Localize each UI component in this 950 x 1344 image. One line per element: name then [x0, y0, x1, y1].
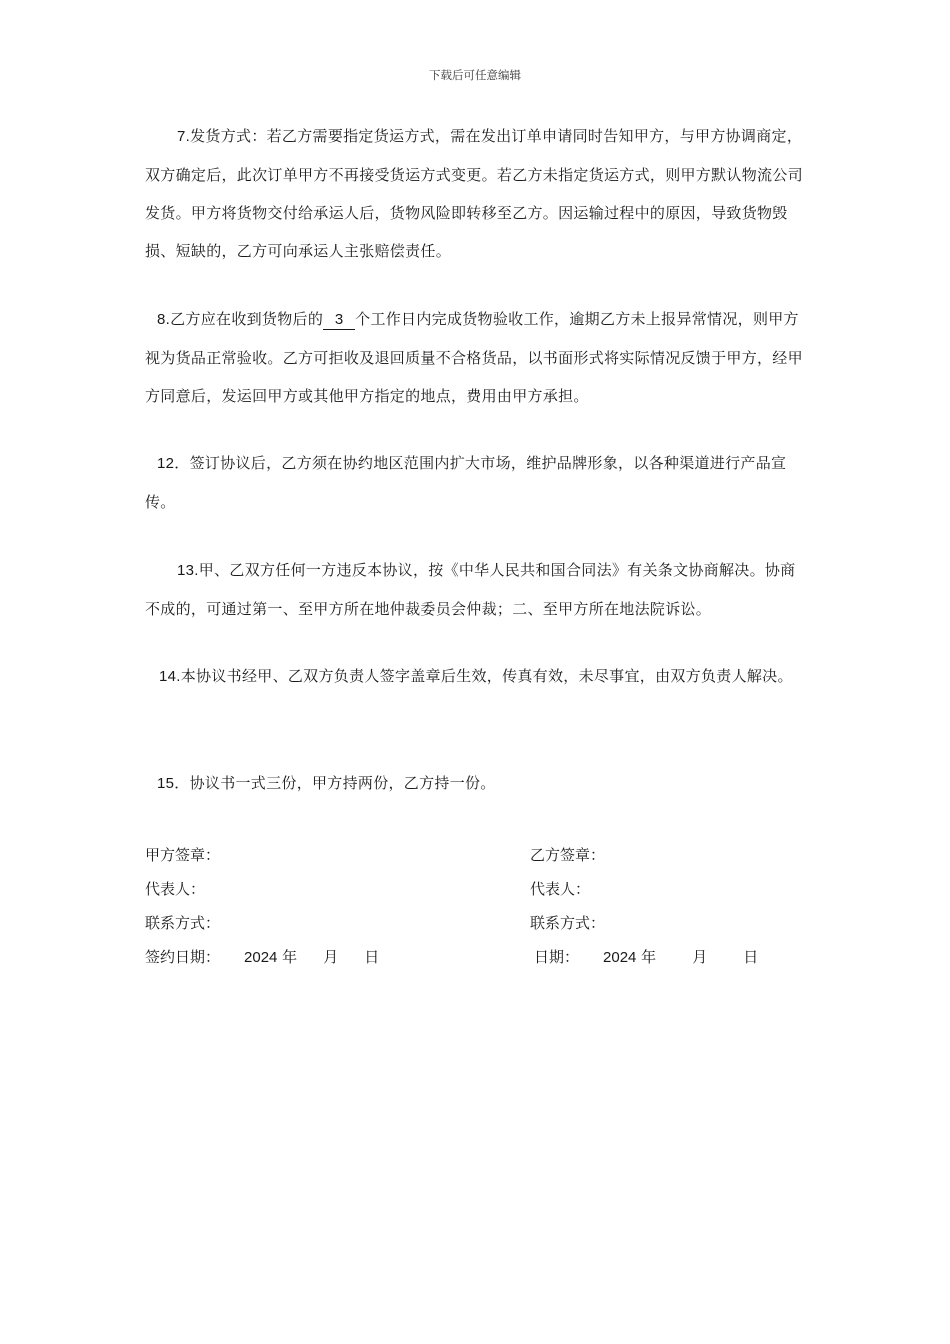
party-a-date-year-char: 年: [282, 948, 298, 966]
party-a-seal-label: 甲方签章：: [145, 846, 221, 864]
party-b-date-month-char: 月: [692, 948, 708, 966]
signature-date-row: [145, 940, 810, 974]
clause-8-days-field: 3: [323, 311, 355, 330]
clause-8: [145, 300, 810, 415]
clause-7-text: 发货方式：若乙方需要指定货运方式，需在发出订单申请同时告知甲方，与甲方协调商定，双方确定后，此次订单甲方不再接受货运方式变更。若乙方未指定货运方式，则甲方默认物流公司发货。甲方将货物交付给承运人后，货物风险即转移至乙方。因运输过程中的原因，导致货物毁损、短缺的，乙方可向承运人主张赔偿责任。: [145, 127, 803, 260]
page-header-note: 下载后可任意编辑: [429, 68, 521, 82]
signature-rep-row: [145, 872, 810, 906]
clause-14-text: 本协议书经甲、乙双方负责人签字盖章后生效，传真有效，未尽事宜，由双方负责人解决。: [180, 667, 793, 685]
party-a-date-label: 签约日期：: [145, 948, 221, 966]
party-b-date-year-char: 年: [641, 948, 657, 966]
party-b-date: [534, 940, 758, 975]
party-a-contact-label: 联系方式：: [145, 914, 221, 932]
clause-15-text: 协议书一式三份，甲方持两份，乙方持一份。: [189, 774, 496, 792]
party-b-rep-label: 代表人：: [530, 880, 591, 898]
party-b-date-day-char: 日: [743, 948, 759, 966]
clause-14: [145, 657, 810, 696]
clause-12: [145, 444, 810, 521]
clause-8-text-after: 个工作日内完成货物验收工作，逾期乙方未上报异常情况，则甲方视为货品正常验收。乙方可拒收及退回质量不合格货品，以书面形式将实际情况反馈于甲方，经甲方同意后，发运回甲方或其他甲方指定的地点，费用由甲方承担。: [145, 310, 803, 405]
clause-7-number: 7.: [177, 128, 191, 145]
clause-13-text: 甲、乙双方任何一方违反本协议，按《中华人民共和国合同法》有关条文协商解决。协商不成的，可通过第一、至甲方所在地仲裁委员会仲裁；二、至甲方所在地法院诉讼。: [145, 561, 796, 618]
party-b-seal-label: 乙方签章：: [530, 846, 606, 864]
clause-13: [145, 551, 810, 628]
clause-15: [145, 764, 810, 803]
party-a-date-month-char: 月: [323, 948, 339, 966]
party-b-contact-label: 联系方式：: [530, 914, 606, 932]
party-a-date-year: 2024: [244, 949, 278, 966]
clause-15-number: 15．: [157, 775, 190, 792]
signature-seal-row: [145, 838, 810, 872]
clause-8-number: 8.: [157, 311, 171, 328]
clause-12-text: 签订协议后，乙方须在协约地区范围内扩大市场，维护品牌形象，以各种渠道进行产品宣传。: [145, 454, 787, 511]
clause-14-number: 14.: [159, 668, 181, 685]
party-b-date-year: 2024: [603, 949, 637, 966]
signature-contact-row: [145, 906, 810, 940]
clause-13-number: 13.: [177, 562, 199, 579]
party-b-date-label: 日期：: [534, 948, 580, 966]
party-a-date-day-char: 日: [364, 948, 380, 966]
party-a-rep-label: 代表人：: [145, 880, 206, 898]
clause-7: [145, 117, 810, 270]
clause-8-text-before: 乙方应在收到货物后的: [170, 310, 324, 328]
party-a-date: [145, 940, 379, 975]
clause-12-number: 12．: [157, 455, 190, 472]
